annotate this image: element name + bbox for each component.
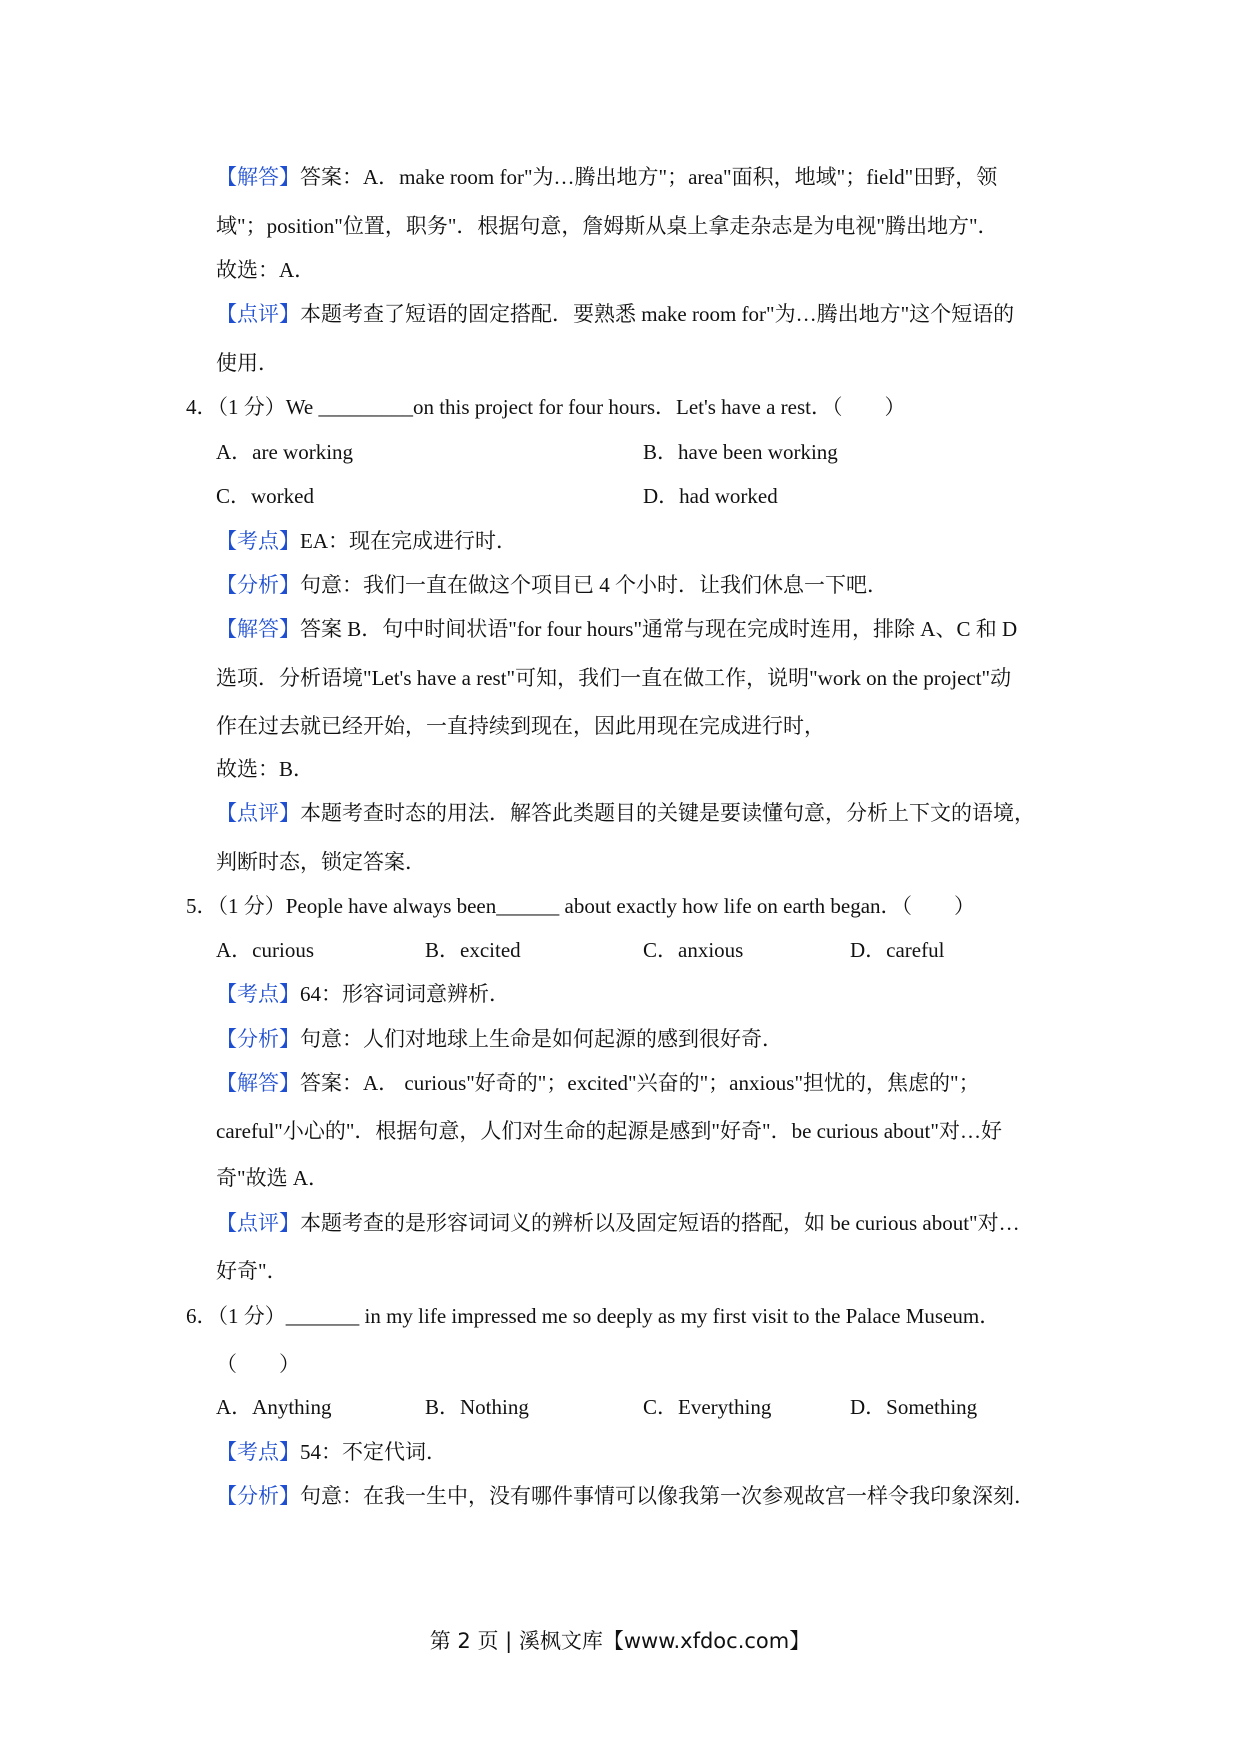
knowledge-tag: 【考点】 bbox=[216, 982, 300, 1006]
q6-knowledge-point: 【考点】54：不定代词． bbox=[216, 1440, 447, 1464]
knowledge-tag: 【考点】 bbox=[216, 529, 300, 553]
q5-answer-line-2: careful"小心的"．根据句意，人们对生命的起源是感到"好奇"．be curious about"对…好 bbox=[216, 1119, 1002, 1143]
q3-comment-line-2: 使用． bbox=[216, 351, 279, 375]
q6-option-c: C．Everything bbox=[643, 1395, 772, 1419]
q4-comment-line-1: 【点评】本题考查时态的用法．解答此类题目的关键是要读懂句意，分析上下文的语境， bbox=[216, 801, 1035, 825]
q4-analysis: 【分析】句意：我们一直在做这个项目已 4 个小时．让我们休息一下吧． bbox=[216, 573, 888, 597]
q5-option-a: A．curious bbox=[216, 938, 314, 962]
analysis-tag: 【分析】 bbox=[216, 573, 300, 597]
comment-tag: 【点评】 bbox=[216, 801, 300, 825]
q6-option-d: D．Something bbox=[850, 1395, 978, 1419]
q4-answer-line-1: 【解答】答案 B．句中时间状语"for four hours"通常与现在完成时连用，排除 A、C 和 D bbox=[216, 617, 1018, 641]
analysis-tag: 【分析】 bbox=[216, 1484, 300, 1508]
answer-tag: 【解答】 bbox=[216, 617, 300, 641]
q4-answer-line-3: 作在过去就已经开始，一直持续到现在，因此用现在完成进行时， bbox=[216, 714, 825, 738]
comment-tag: 【点评】 bbox=[216, 302, 300, 326]
knowledge-tag: 【考点】 bbox=[216, 1440, 300, 1464]
q3-answer-line-2: 域"；position"位置，职务"．根据句意，詹姆斯从桌上拿走杂志是为电视"腾出地方"． bbox=[216, 214, 999, 238]
q5-knowledge-point: 【考点】64：形容词词意辨析． bbox=[216, 982, 510, 1006]
q5-option-c: C．anxious bbox=[643, 938, 744, 962]
q4-choice: 故选：B． bbox=[216, 757, 315, 781]
q5-comment-line-1: 【点评】本题考查的是形容词词义的辨析以及固定短语的搭配，如 be curious about"对… bbox=[216, 1211, 1020, 1235]
page-footer: 第 2 页 | 溪枫文库【www.xfdoc.com】 bbox=[429, 1629, 811, 1653]
q5-option-d: D．careful bbox=[850, 938, 945, 962]
answer-tag: 【解答】 bbox=[216, 1071, 300, 1095]
q4-option-c: C．worked bbox=[216, 484, 314, 508]
q4-option-d: D．had worked bbox=[643, 484, 778, 508]
q3-comment-line-1: 【点评】本题考查了短语的固定搭配．要熟悉 make room for"为…腾出地方"这个短语的 bbox=[216, 302, 1015, 326]
q5-answer-line-3: 奇"故选 A． bbox=[216, 1166, 329, 1190]
q6-stem: 6．（1 分）_______ in my life impressed me so deeply as my first visit to the Palace Museum． bbox=[186, 1304, 1001, 1328]
q4-knowledge-point: 【考点】EA：现在完成进行时． bbox=[216, 529, 517, 553]
q4-option-a: A．are working bbox=[216, 440, 354, 464]
q4-stem: 4．（1 分）We _________on this project for four hours．Let's have a rest．（ ） bbox=[186, 395, 906, 419]
q4-answer-line-2: 选项．分析语境"Let's have a rest"可知，我们一直在做工作，说明"work on the project"动 bbox=[216, 666, 1012, 690]
q4-option-b: B．have been working bbox=[643, 440, 838, 464]
q5-answer-line-1: 【解答】答案：A． curious"好奇的"；excited"兴奋的"；anxious"担忧的，焦虑的"； bbox=[216, 1071, 980, 1095]
q5-stem: 5．（1 分）People have always been______ about exactly how life on earth began．（ ） bbox=[186, 894, 976, 918]
q3-answer-line-1: 【解答】答案：A．make room for"为…腾出地方"；area"面积，地域"；field"田野，领 bbox=[216, 165, 998, 189]
q3-choice: 故选：A． bbox=[216, 258, 316, 282]
analysis-tag: 【分析】 bbox=[216, 1027, 300, 1051]
answer-tag: 【解答】 bbox=[216, 165, 300, 189]
q5-analysis: 【分析】句意：人们对地球上生命是如何起源的感到很好奇． bbox=[216, 1027, 783, 1051]
q6-option-b: B．Nothing bbox=[425, 1395, 529, 1419]
q6-answer-parenthesis: （ ） bbox=[216, 1352, 300, 1376]
comment-tag: 【点评】 bbox=[216, 1211, 300, 1235]
q5-comment-line-2: 好奇"． bbox=[216, 1259, 288, 1283]
q5-option-b: B．excited bbox=[425, 938, 521, 962]
q4-comment-line-2: 判断时态，锁定答案． bbox=[216, 850, 426, 874]
q6-option-a: A．Anything bbox=[216, 1395, 332, 1419]
q6-analysis: 【分析】句意：在我一生中，没有哪件事情可以像我第一次参观故宫一样令我印象深刻． bbox=[216, 1484, 1035, 1508]
